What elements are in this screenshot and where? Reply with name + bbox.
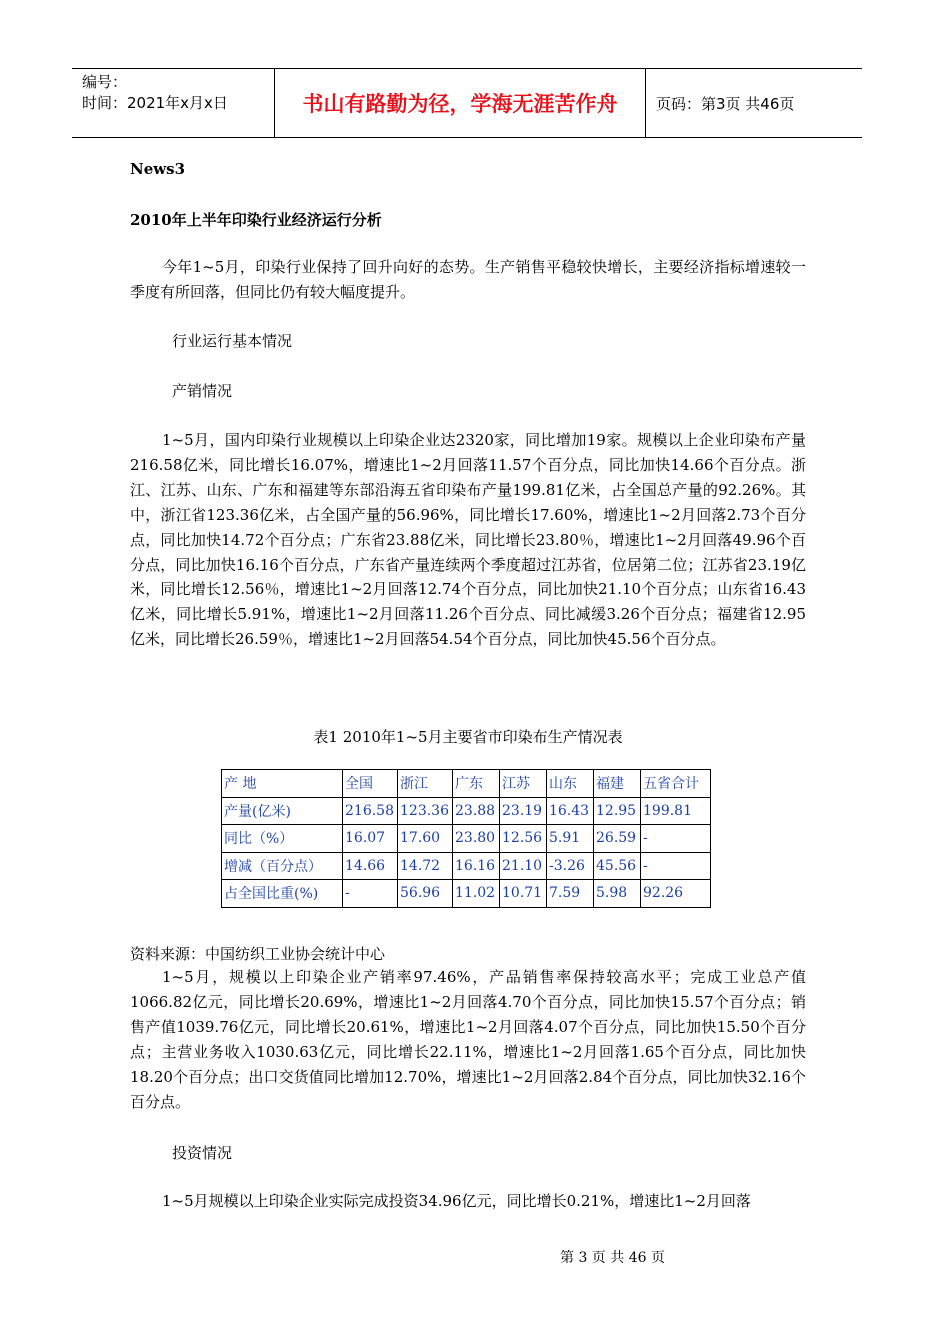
table-cell: 23.80 (453, 825, 500, 853)
table-cell: 92.26 (641, 880, 711, 908)
table-cell: 16.43 (547, 797, 594, 825)
news-label: News3 (130, 160, 186, 178)
table-cell: 23.19 (500, 797, 547, 825)
section-heading: 行业运行基本情况 (172, 332, 293, 350)
table-cell: 7.59 (547, 880, 594, 908)
table-cell: 五省合计 (641, 770, 711, 798)
body-paragraph: 1~5月规模以上印染企业实际完成投资34.96亿元，同比增长0.21%，增速比1~2月回落 (162, 1192, 751, 1210)
table-cell: 12.95 (594, 797, 641, 825)
table-row (222, 825, 711, 853)
table-cell: 216.58 (343, 797, 398, 825)
table-cell: 10.71 (500, 880, 547, 908)
table-caption: 表1 2010年1~5月主要省市印染布生产情况表 (313, 728, 623, 746)
table-row (222, 797, 711, 825)
table-cell: 福建 (594, 770, 641, 798)
table-cell: - (641, 852, 711, 880)
table-row (222, 770, 711, 798)
body-paragraph: 1~5月，国内印染行业规模以上印染企业达2320家，同比增加19家。规模以上企业印染布产量216.58亿米，同比增长16.07%，增速比1~2月回落11.57个百分点，同比加快14.66个百分点。浙江、江苏、山东、广东和福建等东部沿海五省印染布产量199.81亿米，占全国总产量的92.26%。其中，浙江省123.36亿米，占全国产量的56.96%，同比增长17.60%，增速比1~2月回落2.73个百分点，同比加快14.72个百分点；广东省23.88亿米，同比增长23.80％，增速比1~2月回落49.96个百分点，同比加快16.16个百分点，广东省产量连续两个季度超过江苏省，位居第二位；江苏省23.19亿米，同比增长12.56％，增速比1~2月回落12.74个百分点，同比加快21.10个百分点；山东省16.43亿米，同比增长5.91%，增速比1~2月回落11.26个百分点、同比减缓3.26个百分点；福建省12.95亿米，同比增长26.59％，增速比1~2月回落54.54个百分点，同比加快45.56个百分点。 (130, 431, 806, 649)
header-meta (72, 69, 274, 137)
production-table (221, 769, 711, 908)
intro-paragraph: 今年1~5月，印染行业保持了回升向好的态势。生产销售平稳较快增长，主要经济指标增速较一季度有所回落，但同比仍有较大幅度提升。 (130, 258, 806, 301)
table-cell: 山东 (547, 770, 594, 798)
table-cell: 全国 (343, 770, 398, 798)
time-label: 时间：2021年x月x日 (82, 94, 228, 112)
table-cell: 5.91 (547, 825, 594, 853)
table-row-header: 产量(亿米) (222, 797, 343, 825)
table-row-header: 占全国比重(%) (222, 880, 343, 908)
table-cell: 56.96 (398, 880, 453, 908)
section-heading: 投资情况 (172, 1144, 233, 1162)
table-cell: 16.16 (453, 852, 500, 880)
table-cell: 45.56 (594, 852, 641, 880)
section-heading: 产销情况 (172, 382, 233, 400)
source-note: 资料来源：中国纺织工业协会统计中心 (130, 945, 386, 963)
header-page-label: 页码：第3页 共46页 (656, 94, 795, 113)
table-cell: 5.98 (594, 880, 641, 908)
table-row-header: 同比（%） (222, 825, 343, 853)
table-row (222, 852, 711, 880)
footer-page-number: 第 3 页 共 46 页 (560, 1250, 665, 1266)
table-cell: 浙江 (398, 770, 453, 798)
table-cell: 广东 (453, 770, 500, 798)
table-cell: 12.56 (500, 825, 547, 853)
doc-title: 2010年上半年印染行业经济运行分析 (130, 211, 382, 229)
table-cell: - (343, 880, 398, 908)
table-cell: 23.88 (453, 797, 500, 825)
table-cell: -3.26 (547, 852, 594, 880)
table-cell: 14.66 (343, 852, 398, 880)
table-cell: 17.60 (398, 825, 453, 853)
table-cell: 21.10 (500, 852, 547, 880)
table-cell: 123.36 (398, 797, 453, 825)
table-row (222, 880, 711, 908)
table-cell: 16.07 (343, 825, 398, 853)
table-cell: 199.81 (641, 797, 711, 825)
table-row-header: 增减（百分点） (222, 852, 343, 880)
table-cell: - (641, 825, 711, 853)
header-motto: 书山有路勤为径，学海无涯苦作舟 (274, 69, 646, 137)
number-label: 编号： (82, 73, 128, 91)
table-cell: 11.02 (453, 880, 500, 908)
body-paragraph: 1~5月，规模以上印染企业产销率97.46%，产品销售率保持较高水平；完成工业总产值1066.82亿元，同比增长20.69%，增速比1~2月回落4.70个百分点，同比加快15.57个百分点；销售产值1039.76亿元，同比增长20.61%，增速比1~2月回落4.07个百分点，同比加快15.50个百分点；主营业务收入1030.63亿元，同比增长22.11%，增速比1~2月回落1.65个百分点，同比加快18.20个百分点；出口交货值同比增加12.70%，增速比1~2月回落2.84个百分点，同比加快32.16个百分点。 (130, 968, 806, 1111)
table-row-header: 产 地 (222, 770, 343, 798)
table-cell: 26.59 (594, 825, 641, 853)
table-cell: 14.72 (398, 852, 453, 880)
page-header (72, 68, 862, 138)
table-cell: 江苏 (500, 770, 547, 798)
